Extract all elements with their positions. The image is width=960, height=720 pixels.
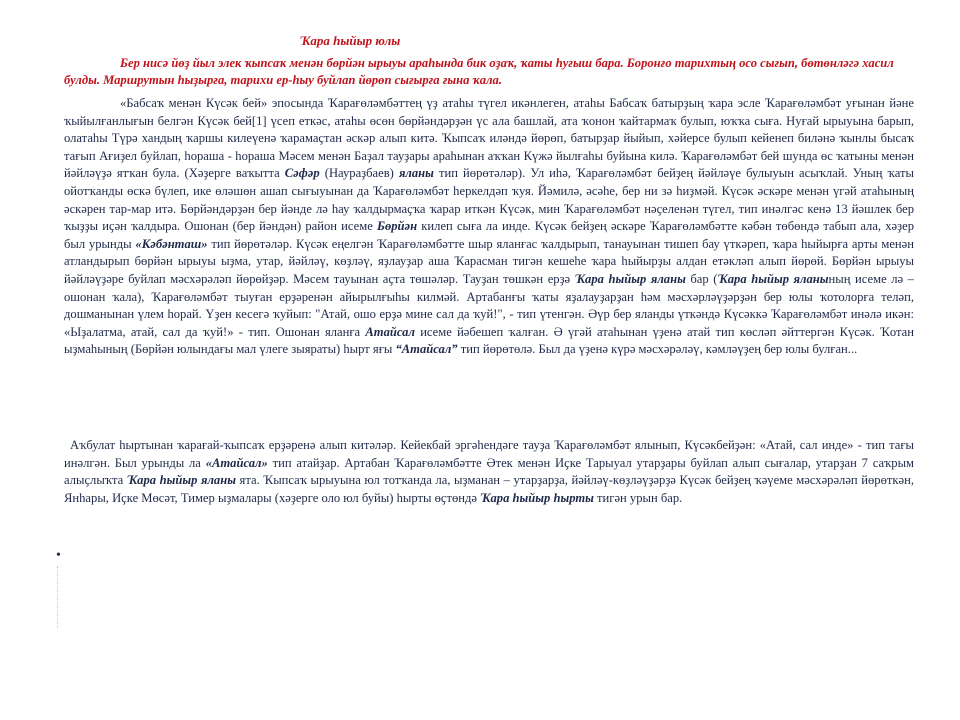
text-run: ята. Ҡыпсаҡ ырыуына юл тотҡанда ла, ыҙманан – утарҙарҙа, йәйләү-көҙләүҙәрҙә Күсәк бейҙең ҡәүеме мәсхәрәләп йөрөткән, Янһары, Иҫке Мөсәт, Тимер ыҙмалары (хәҙерге оло юл буйы) һырты өҫтөндә xyxy=(64,473,914,506)
text-run: тип атайҙар. Артабан Ҡарағөләмбәтте Әтек менән Иҫке Тарыуал утарҙары буйлап алып сығалар, утарҙан 7 саҡрым алыҫлыҡта xyxy=(64,455,914,488)
emphasis-run: Сәфәр xyxy=(284,166,320,181)
text-run: тип йөрөтәләр). Ул иһә, Ҡарағөләмбәт бейҙең йәйләүе булыуын асыҡлай. Уның ҡаты ойотҡанды өскә бүлеп, ике өләшөн ашап сығыуынан да Ҡарағөләмбәт һеркелдәп ҡуя. Йәмилә, әсәһе, бер ни зә һиҙмәй. Күсәк әскәре менән үгәй атаһының әскәрен тар-мар итә. Бөрйәндәрҙән бер йәнде лә һау ҡалдырмаҫҡа ҡарар иткән Күсәк, мин Ҡарағөләмбәт нәҫеленән түгел, тип инәлгәс кенә 13 йәшлек бер ҡыҙҙы иҫән ҡалдыра. Ошонан (бер йәндән) район исеме xyxy=(64,166,914,234)
emphasis-run: Атайсал xyxy=(365,324,415,339)
emphasis-run: Бөрйән xyxy=(376,219,418,234)
text-run: исеме йәбешеп ҡалған. Ә үгәй атаһынан үҙенә атай тип көсләп әйттергән Күсәк. Ҡотан ыҙмаһының (Бөрйән юлындағы мал үлеге зыяраты) һырт яғы xyxy=(64,324,914,357)
intro-paragraph: Бер нисә йөҙ йыл элек ҡыпсаҡ менән бөрйән ырыуы араһында бик оҙаҡ, ҡаты һуғыш бара. Боронғо тарихтың осо сығып, бөтөнләгә хасил булды. Маршрутын һыҙырға, тарихи ер-һыу буйлап йөрөп сығырға ғына ҡала. xyxy=(64,56,894,87)
body-paragraph-2 xyxy=(64,437,914,508)
emphasis-run: яланы xyxy=(398,166,434,181)
emphasis-run: Ҡара һыйыр яланы xyxy=(126,473,236,488)
body-paragraph-1 xyxy=(64,95,914,359)
page-title: Ҡара һыйыр юлы xyxy=(299,33,401,48)
text-run: «Бабсаҡ менән Күсәк бей» эпосында Ҡарағөләмбәттең үҙ атаһы түгел икәнлеген, атаһы Бабсаҡ батырҙың ҡара эсле Ҡарағөләмбәт уғынан йәне ҡыйылғанлығын белгән Күсәк бей[1] үсеп еткәс, атаһы өсөн бөрйәндәрҙән үс ала башлай, ата ҡонон ҡайтармаҡ булып, юҡҡа сыға. Нуғай ырыуына барып, олатаһы Түрә хандың ҡаршы килеүенә ҡарамаҫтан әскәр алып китә. Ҡыпсаҡ иләндә йөрөп, батырҙар йыйып, хәйерсе булып кейенеп биләнә ҡынлы бысаҡ тағып Ағиҙел буйлап, һораша - һораша Мәсем менән Баҙал тауҙары араһынан аҡҡан Күжә йылғаһы буйына килә. Ҡарағөләмбәт бей шунда өс ҡатыны менән йәйләүҙә ятҡан була. (Хәҙерге ваҡытта xyxy=(64,96,914,181)
emphasis-run: Ҡара һыйыр яланы xyxy=(574,271,686,286)
emphasis-run: “Атайсал” xyxy=(395,342,458,357)
text-run: (Наураҙбаев) xyxy=(319,166,399,181)
text-run: тип йөрөтәләр. Күсәк еңелгән Ҡарағөләмбәтте шыр яланғас ҡалдырып, танауынан тишеп бау үткәреп, ҡара һыйырға арты менән атландырып бөрйән ырыуы ыҙма, утар, йәйләү, көҙләү, яҙлауҙар аша Ҡарасман тигән кешеһе ҡара һыйырҙы алдан етәкләп алып йөрөй. Бөрйән ырыуы йәйләүҙәре буйлап мәсхәрәләп йөрөйҙәр. Мәсем тауынан аҫта төшәләр. Тауҙан төшкән ерҙә xyxy=(64,236,914,286)
text-run: тигән урын бар. xyxy=(593,491,683,506)
text-run: бар ( xyxy=(685,271,718,286)
text-run: Аҡбулат һыртынан ҡарағай-ҡыпсаҡ ерҙәренә алып китәләр. Кейекбай эргәһендәге тауҙа Ҡарағөләмбәт ялынып, Күсәкбейҙән: «Атай, сал инде» - тип тағы инәлгән. Был урынды ла xyxy=(64,438,914,470)
dotted-divider xyxy=(57,566,58,628)
text-run: тип йөрөтөлә. Был да үҙенә күрә мәсхәрәләү, кәмләүҙең бер юлы булған... xyxy=(457,342,858,357)
text-run: килеп сыға ла инде. Күсәк бейҙең әскәре Ҡарағөләмбәтте кәбән төбөндә табып ала, хәҙер был урынды xyxy=(64,219,914,251)
emphasis-run: «Кәбәнташ» xyxy=(135,236,208,251)
text-run: ның исеме лә – ошонан ҡала), Ҡарағөләмбәт тыуған ерҙәренән айырылғыһы килмәй. Артабанғы ҡаты яҙалауҙарҙан һәм мәсхәрләүҙәрҙән бер юлы ҡотолорға теләп, дошманынан үлем һорай. Үҙен кесегә ҡуйып: "Атай, ошо ерҙә мине сал да ҡуй!", - тип үтенгән. Әүр бер яланды үткәндә Күсәккә Ҡарағөләмбәт инәлә икән: «Ыҙалатма, атай, сал да ҡуй!» - тип. Ошонан яланға xyxy=(64,271,914,339)
bullet-marker: • xyxy=(56,548,61,563)
emphasis-run: «Атайсал» xyxy=(205,455,268,470)
emphasis-run: Ҡара һыйыр һырты xyxy=(480,491,594,506)
emphasis-run: Ҡара һыйыр яланы xyxy=(717,271,829,286)
